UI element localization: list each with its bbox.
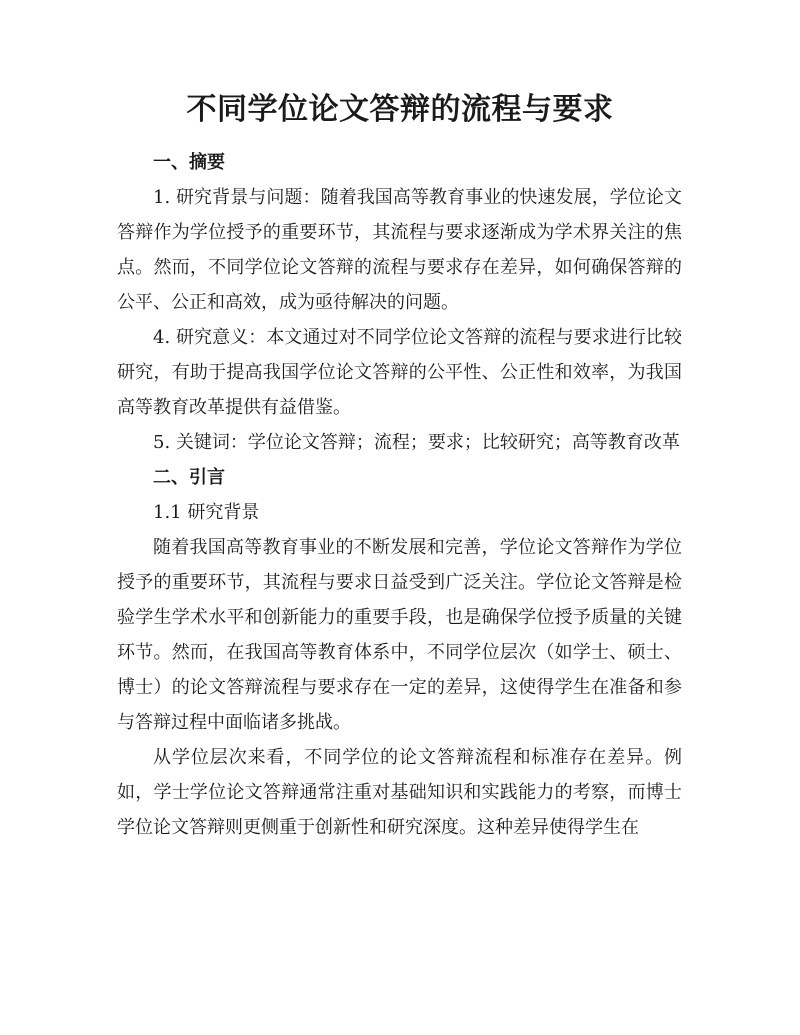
abstract-paragraph: 4. 研究意义：本文通过对不同学位论文答辩的流程与要求进行比较研究，有助于提高我国学位论文答辩的公平性、公正性和效率，为我国高等教育改革提供有益借鉴。	[117, 327, 682, 418]
subsection-heading-background: 1.1 研究背景	[153, 502, 260, 523]
document-title: 不同学位论文答辩的流程与要求	[186, 92, 614, 127]
introduction-paragraph: 随着我国高等教育事业的不断发展和完善，学位论文答辩作为学位授予的重要环节，其流程与要求日益受到广泛关注。学位论文答辩是检验学生学术水平和创新能力的重要手段，也是确保学位授予质量的关键环节。然而，在我国高等教育体系中，不同学位层次（如学士、硕士、博士）的论文答辩流程与要求存在一定的差异，这使得学生在准备和参与答辩过程中面临诸多挑战。	[117, 537, 682, 733]
introduction-paragraph: 从学位层次来看，不同学位的论文答辩流程和标准存在差异。例如，学士学位论文答辩通常注重对基础知识和实践能力的考察，而博士学位论文答辩则更侧重于创新性和研究深度。这种差异使得学生在	[117, 747, 682, 838]
abstract-paragraph: 1. 研究背景与问题：随着我国高等教育事业的快速发展，学位论文答辩作为学位授予的重要环节，其流程与要求逐渐成为学术界关注的焦点。然而，不同学位论文答辩的流程与要求存在差异，如何确保答辩的公平、公正和高效，成为亟待解决的问题。	[117, 187, 682, 313]
document-body	[117, 145, 682, 845]
section-heading-introduction: 二、引言	[153, 467, 225, 488]
abstract-keywords: 5. 关键词：学位论文答辩；流程；要求；比较研究；高等教育改革	[153, 432, 680, 453]
section-heading-abstract: 一、摘要	[153, 152, 225, 173]
